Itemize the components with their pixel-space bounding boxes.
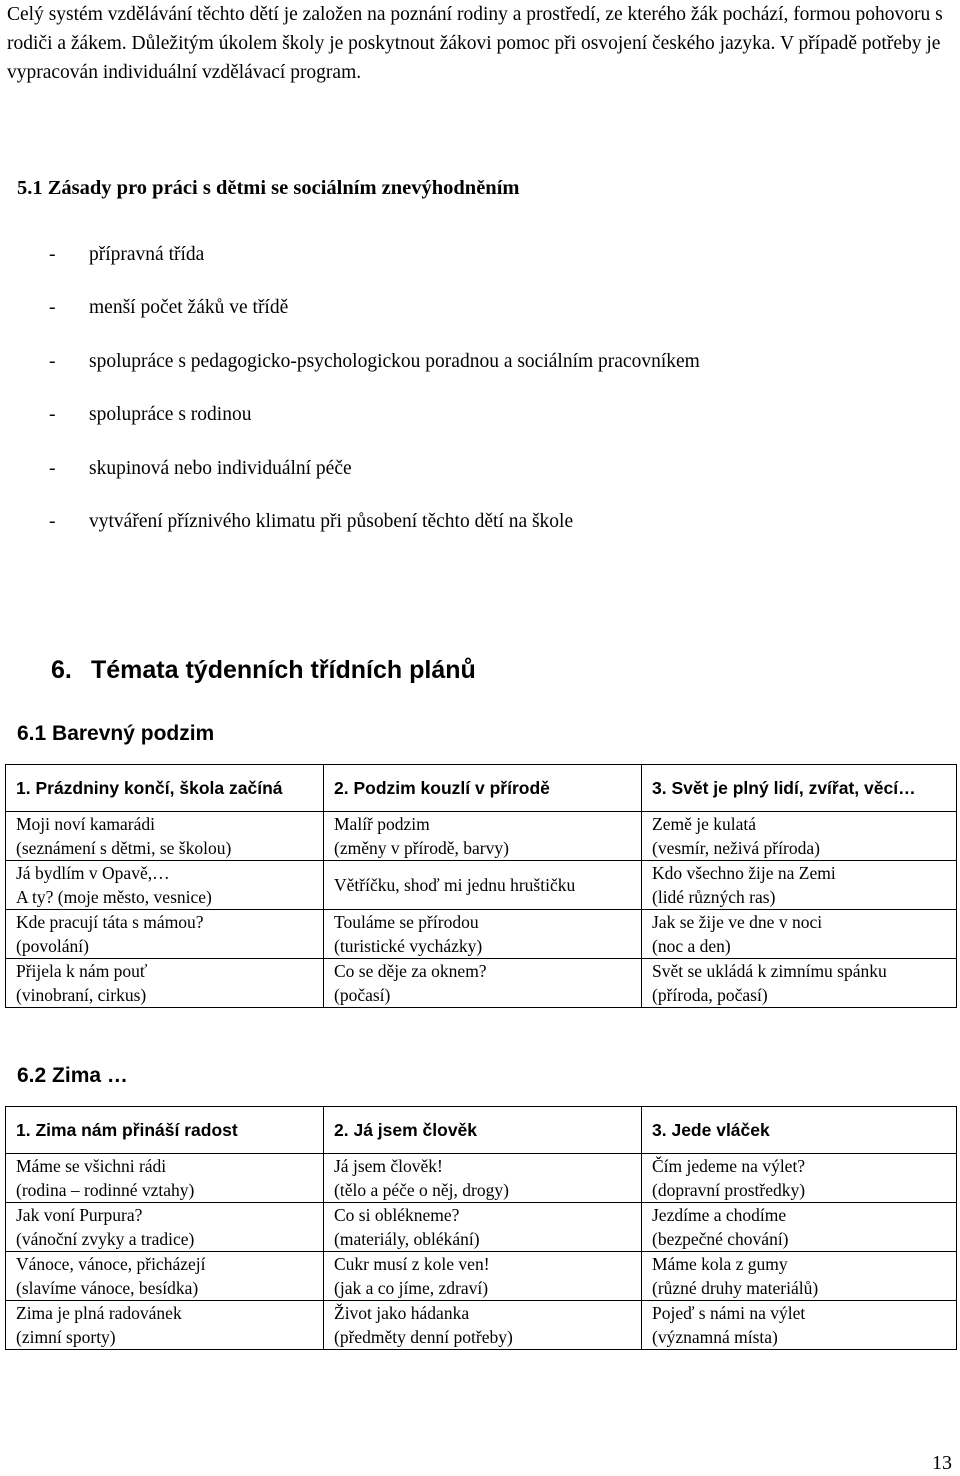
table-row xyxy=(6,1154,957,1203)
table-cell xyxy=(324,1154,642,1203)
list-dash: - xyxy=(49,457,56,479)
cell-title: Co se děje za oknem? xyxy=(334,961,487,981)
list-item xyxy=(49,297,700,350)
table-row xyxy=(6,861,957,910)
cell-note: (různé druhy materiálů) xyxy=(652,1278,819,1298)
list-item-text: spolupráce s pedagogicko-psychologickou poradnou a sociálním pracovníkem xyxy=(89,350,700,372)
table-cell xyxy=(642,1154,957,1203)
cell-title: Život jako hádanka xyxy=(334,1303,470,1323)
cell-note: (počasí) xyxy=(334,985,391,1005)
table-cell xyxy=(642,910,957,959)
table-header-row xyxy=(6,765,957,812)
heading-6-number: 6. xyxy=(51,656,72,684)
cell-note: (materiály, oblékání) xyxy=(334,1229,480,1249)
cell-note: (lidé různých ras) xyxy=(652,887,776,907)
heading-5-1: 5.1 Zásady pro práci s dětmi se sociálním znevýhodněním xyxy=(17,177,520,199)
table-cell xyxy=(642,1301,957,1350)
column-header: 3. Jede vláček xyxy=(642,1107,957,1154)
cell-note: (povolání) xyxy=(16,936,89,956)
list-item-text: spolupráce s rodinou xyxy=(89,404,252,426)
table-cell xyxy=(6,1154,324,1203)
cell-note: (seznámení s dětmi, se školou) xyxy=(16,838,232,858)
cell-title: Kdo všechno žije na Zemi xyxy=(652,863,836,883)
table-header-row xyxy=(6,1107,957,1154)
column-header: 1. Zima nám přináší radost xyxy=(6,1107,324,1154)
list-item xyxy=(49,458,700,511)
cell-note: (dopravní prostředky) xyxy=(652,1180,806,1200)
table-cell xyxy=(324,812,642,861)
cell-note: (tělo a péče o něj, drogy) xyxy=(334,1180,509,1200)
list-dash: - xyxy=(49,510,56,532)
cell-title: Já jsem člověk! xyxy=(334,1156,443,1176)
cell-title: Přijela k nám pouť xyxy=(16,961,148,981)
list-item xyxy=(49,351,700,404)
cell-title: Pojeď s námi na výlet xyxy=(652,1303,806,1323)
column-header: 1. Prázdniny končí, škola začíná xyxy=(6,765,324,812)
cell-note: (noc a den) xyxy=(652,936,731,956)
table-cell xyxy=(642,812,957,861)
list-item xyxy=(49,244,700,297)
winter-plan-table xyxy=(5,1106,957,1350)
table-cell xyxy=(324,1301,642,1350)
cell-note: (turistické vycházky) xyxy=(334,936,483,956)
table-cell xyxy=(324,910,642,959)
cell-title: Moji noví kamarádi xyxy=(16,814,156,834)
table-cell xyxy=(324,1252,642,1301)
table-row xyxy=(6,959,957,1008)
cell-note: (příroda, počasí) xyxy=(652,985,768,1005)
heading-6-1: 6.1 Barevný podzim xyxy=(17,722,215,745)
table-row xyxy=(6,1252,957,1301)
table-row xyxy=(6,1301,957,1350)
cell-note: A ty? (moje město, vesnice) xyxy=(16,887,212,907)
cell-title: Jak se žije ve dne v noci xyxy=(652,912,823,932)
cell-note: (zimní sporty) xyxy=(16,1327,116,1347)
cell-title: Svět se ukládá k zimnímu spánku xyxy=(652,961,887,981)
cell-note: (změny v přírodě, barvy) xyxy=(334,838,509,858)
cell-title: Čím jedeme na výlet? xyxy=(652,1156,806,1176)
table-cell xyxy=(6,861,324,910)
cell-title: Máme se všichni rádi xyxy=(16,1156,167,1176)
principles-list xyxy=(49,244,700,564)
list-item xyxy=(49,404,700,457)
column-header: 2. Já jsem člověk xyxy=(324,1107,642,1154)
table-cell xyxy=(6,1301,324,1350)
table-cell xyxy=(642,861,957,910)
cell-title: Vánoce, vánoce, přicházejí xyxy=(16,1254,206,1274)
table-cell xyxy=(6,910,324,959)
cell-title: Malíř podzim xyxy=(334,814,430,834)
cell-note: (rodina – rodinné vztahy) xyxy=(16,1180,195,1200)
table-row xyxy=(6,812,957,861)
cell-note: (jak a co jíme, zdraví) xyxy=(334,1278,489,1298)
list-item-text: skupinová nebo individuální péče xyxy=(89,457,352,479)
autumn-plan-table xyxy=(5,764,957,1008)
list-dash: - xyxy=(49,244,56,265)
cell-title: Jak voní Purpura? xyxy=(16,1205,143,1225)
table-row xyxy=(6,1203,957,1252)
list-item xyxy=(49,511,700,564)
table-cell xyxy=(324,959,642,1008)
heading-6-2: 6.2 Zima … xyxy=(17,1064,128,1087)
list-item-text: přípravná třída xyxy=(89,244,205,265)
column-header: 2. Podzim kouzlí v přírodě xyxy=(324,765,642,812)
table-cell xyxy=(6,959,324,1008)
cell-note: (vesmír, neživá příroda) xyxy=(652,838,820,858)
table-cell xyxy=(642,1203,957,1252)
table-cell xyxy=(324,861,642,910)
cell-title: Větříčku, shoď mi jednu hruštičku xyxy=(334,875,576,895)
cell-title: Cukr musí z kole ven! xyxy=(334,1254,490,1274)
cell-title: Co si oblékneme? xyxy=(334,1205,460,1225)
table-cell xyxy=(6,812,324,861)
cell-title: Jezdíme a chodíme xyxy=(652,1205,787,1225)
cell-note: (bezpečné chování) xyxy=(652,1229,789,1249)
intro-paragraph: Celý systém vzdělávání těchto dětí je založen na poznání rodiny a prostředí, ze kterého žák pochází, formou pohovoru s rodiči a žákem. Důležitým úkolem školy je poskytnout žákovi pomoc při osvojení českého jazyka. V případě potřeby je vypracován individuální vzdělávací program. xyxy=(7,4,943,83)
column-header: 3. Svět je plný lidí, zvířat, věcí… xyxy=(642,765,957,812)
table-cell xyxy=(324,1203,642,1252)
table-cell xyxy=(642,959,957,1008)
cell-note: (slavíme vánoce, besídka) xyxy=(16,1278,199,1298)
list-dash: - xyxy=(49,350,56,372)
cell-title: Já bydlím v Opavě,… xyxy=(16,863,170,883)
cell-title: Kde pracují táta s mámou? xyxy=(16,912,204,932)
table-cell xyxy=(6,1203,324,1252)
cell-title: Země je kulatá xyxy=(652,814,756,834)
table-cell xyxy=(642,1252,957,1301)
heading-6 xyxy=(51,656,476,685)
table-row xyxy=(6,910,957,959)
cell-title: Touláme se přírodou xyxy=(334,912,479,932)
list-item-text: menší počet žáků ve třídě xyxy=(89,297,289,319)
cell-note: (předměty denní potřeby) xyxy=(334,1327,513,1347)
list-item-text: vytváření příznivého klimatu při působení těchto dětí na škole xyxy=(89,510,574,532)
cell-note: (vánoční zvyky a tradice) xyxy=(16,1229,195,1249)
heading-6-text: Témata týdenních třídních plánů xyxy=(91,656,476,684)
cell-title: Máme kola z gumy xyxy=(652,1254,788,1274)
list-dash: - xyxy=(49,404,56,426)
page-number: 13 xyxy=(932,1452,952,1474)
list-dash: - xyxy=(49,297,56,319)
cell-note: (významná místa) xyxy=(652,1327,778,1347)
table-cell xyxy=(6,1252,324,1301)
cell-note: (vinobraní, cirkus) xyxy=(16,985,147,1005)
cell-title: Zima je plná radovánek xyxy=(16,1303,182,1323)
